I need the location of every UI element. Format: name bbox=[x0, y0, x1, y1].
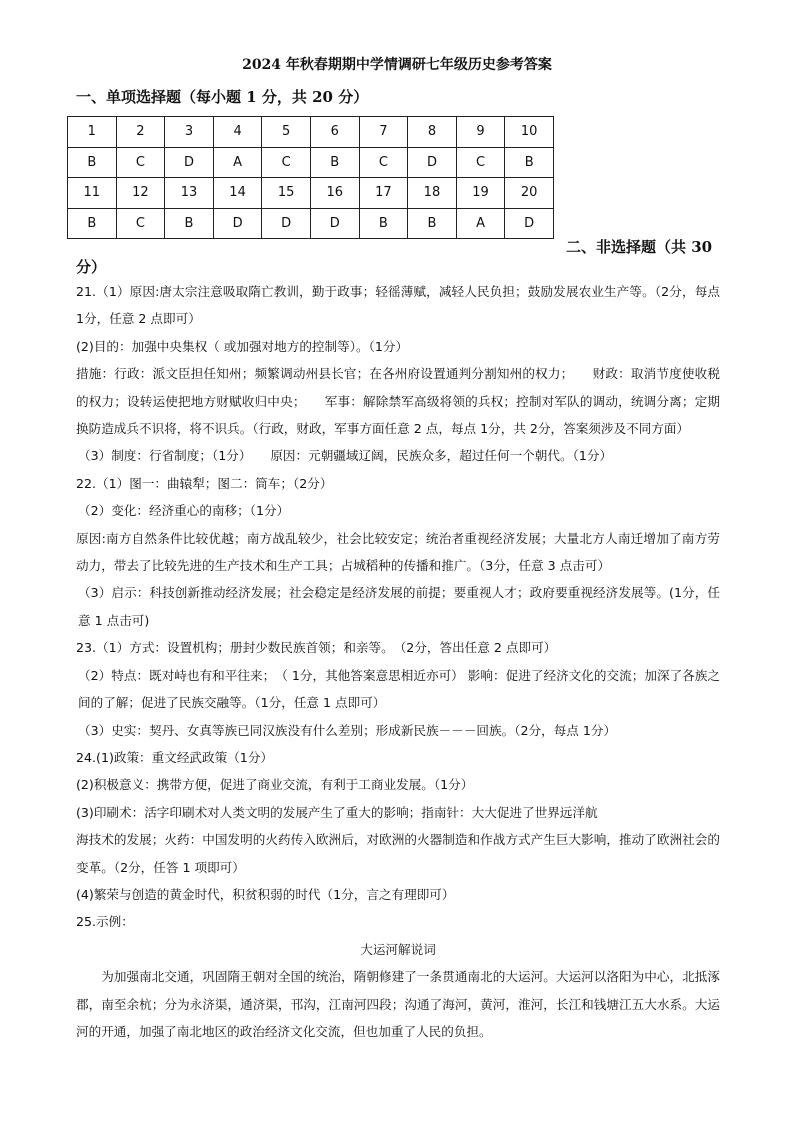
answer-line: 措施：行政：派文臣担任知州；频繁调动州县长官；在各州府设置通判分割知州的权力； 财政：取消节度使收税的权力；设转运使把地方财赋收归中央； 军事：解除禁军高级将领的兵权；控制对军队的调动，统调分离；定期换防造成兵不识将，将不识兵。（行政，财政，军事方面任意 2 点，每点 1分，共 2分，答案须涉及不同方面） bbox=[76, 366, 720, 437]
question-number-cell: 12 bbox=[116, 178, 165, 209]
answer-line: 23.（1）方式：设置机构；册封少数民族首领；和亲等。 （2分，答出任意 2 点即可） bbox=[76, 640, 557, 656]
section2-heading: 二、非选择题（共 30 bbox=[566, 238, 713, 256]
answer-line: 海技术的发展；火药：中国发明的火药传入欧洲后，对欧洲的火器制造和作战方式产生巨大影响，推动了欧洲社会的变革。（2分，任答 1 项即可） bbox=[76, 832, 720, 875]
answer-line: 22.（1）图一：曲辕犁；图二：筒车；（2分） bbox=[76, 475, 333, 491]
answer-line: 25.示例： bbox=[76, 914, 134, 930]
answer-cell: D bbox=[310, 208, 359, 239]
answer-cell: B bbox=[359, 208, 408, 239]
section1-heading: 一、单项选择题（每小题 1 分，共 20 分） bbox=[76, 88, 369, 106]
answer-cell: C bbox=[116, 147, 165, 178]
answer-line: （2）特点：既对峙也有和平往来； （ 1分，其他答案意思相近亦可） 影响：促进了经济文化的交流；加深了各族之间的了解；促进了民族交融等。（1分，任意 1 点即可） bbox=[78, 667, 720, 711]
answer-cell: C bbox=[456, 147, 505, 178]
answer-line: （2）变化：经济重心的南移；（1分） bbox=[78, 503, 290, 519]
answer-line: （3）制度：行省制度；（1分） 原因：元朝疆域辽阔，民族众多，超过任何一个朝代。（1分） bbox=[78, 448, 613, 464]
question-number-cell: 17 bbox=[359, 178, 408, 209]
answer-cell: B bbox=[408, 208, 457, 239]
answer-line: (2)目的：加强中央集权（ 或加强对地方的控制等）。（1分） bbox=[76, 338, 409, 354]
question-number-cell: 6 bbox=[310, 117, 359, 148]
answer-line: （3）启示：科技创新推动经济发展；社会稳定是经济发展的前提；要重视人才；政府要重视经济发展等。(1分，任意 1 点击可) bbox=[78, 585, 720, 628]
answer-cell: A bbox=[456, 208, 505, 239]
answer-line: (3)印刷术：活字印刷术对人类文明的发展产生了重大的影响；指南针：大大促进了世界远洋航 bbox=[76, 804, 598, 820]
answer-cell: D bbox=[262, 208, 311, 239]
answer-cell: B bbox=[505, 147, 554, 178]
answer-cell: C bbox=[262, 147, 311, 178]
answer-cell: C bbox=[116, 208, 165, 239]
question-number-cell: 10 bbox=[505, 117, 554, 148]
answer-table bbox=[67, 116, 554, 239]
answer-cell: B bbox=[165, 208, 214, 239]
question-number-cell: 14 bbox=[213, 178, 262, 209]
answer-cell: B bbox=[68, 147, 117, 178]
answer-line: 原因:南方自然条件比较优越；南方战乱较少，社会比较安定；统治者重视经济发展；大量北方人南迁增加了南方劳动力，带去了比较先进的生产技术和生产工具；占城稻种的传播和推广。（3分，任意 3 点击可） bbox=[76, 530, 720, 574]
answer-cell: A bbox=[213, 147, 262, 178]
answer-cell: D bbox=[165, 147, 214, 178]
answer-cell: D bbox=[408, 147, 457, 178]
answer-row bbox=[68, 147, 554, 178]
question-number-cell: 13 bbox=[165, 178, 214, 209]
answer-line: (4)繁荣与创造的黄金时代，积贫积弱的时代（1分，言之有理即可） bbox=[76, 886, 455, 902]
essay-text: 为加强南北交通，巩固隋王朝对全国的统治，隋朝修建了一条贯通南北的大运河。大运河以洛阳为中心，北抵涿郡，南至余杭；分为永济渠，通济渠，邗沟，江南河四段；沟通了海河，黄河，淮河，长江和钱塘江五大水系。大运河的开通，加强了南北地区的政治经济文化交流，但也加重了人民的负担。 bbox=[76, 969, 720, 1039]
answer-line: (2)积极意义：携带方便，促进了商业交流，有利于工商业发展。（1分） bbox=[76, 777, 474, 793]
answer-line: （3）史实：契丹、女真等族已同汉族没有什么差别；形成新民族－－－回族。（2分，每点 1分） bbox=[78, 722, 617, 738]
question-number-cell: 4 bbox=[213, 117, 262, 148]
page-title: 2024 年秋春期期中学情调研七年级历史参考答案 bbox=[242, 57, 552, 73]
question-number-cell: 3 bbox=[165, 117, 214, 148]
question-number-cell: 5 bbox=[262, 117, 311, 148]
question-number-cell: 1 bbox=[68, 117, 117, 148]
question-number-cell: 7 bbox=[359, 117, 408, 148]
question-number-row bbox=[68, 117, 554, 148]
question-number-cell: 8 bbox=[408, 117, 457, 148]
answer-cell: B bbox=[310, 147, 359, 178]
question-number-cell: 19 bbox=[456, 178, 505, 209]
question-number-row bbox=[68, 178, 554, 209]
answer-line: 21.（1）原因:唐太宗注意吸取隋亡教训，勤于政事；轻徭薄赋，减轻人民负担；鼓励发展农业生产等。（2分，每点 1分，任意 2 点即可） bbox=[76, 284, 720, 327]
answer-cell: D bbox=[213, 208, 262, 239]
question-number-cell: 2 bbox=[116, 117, 165, 148]
question-number-cell: 16 bbox=[310, 178, 359, 209]
question-number-cell: 11 bbox=[68, 178, 117, 209]
question-number-cell: 15 bbox=[262, 178, 311, 209]
answer-body-text bbox=[76, 278, 720, 1045]
answer-cell: B bbox=[68, 208, 117, 239]
answer-row bbox=[68, 208, 554, 239]
answer-line: 24.(1)政策：重文经武政策（1分） bbox=[76, 749, 274, 765]
question-number-cell: 20 bbox=[505, 178, 554, 209]
answer-cell: C bbox=[359, 147, 408, 178]
essay-title: 大运河解说词 bbox=[360, 941, 436, 957]
question-number-cell: 18 bbox=[408, 178, 457, 209]
section2-heading-cont: 分） bbox=[76, 258, 107, 276]
answer-cell: D bbox=[505, 208, 554, 239]
question-number-cell: 9 bbox=[456, 117, 505, 148]
